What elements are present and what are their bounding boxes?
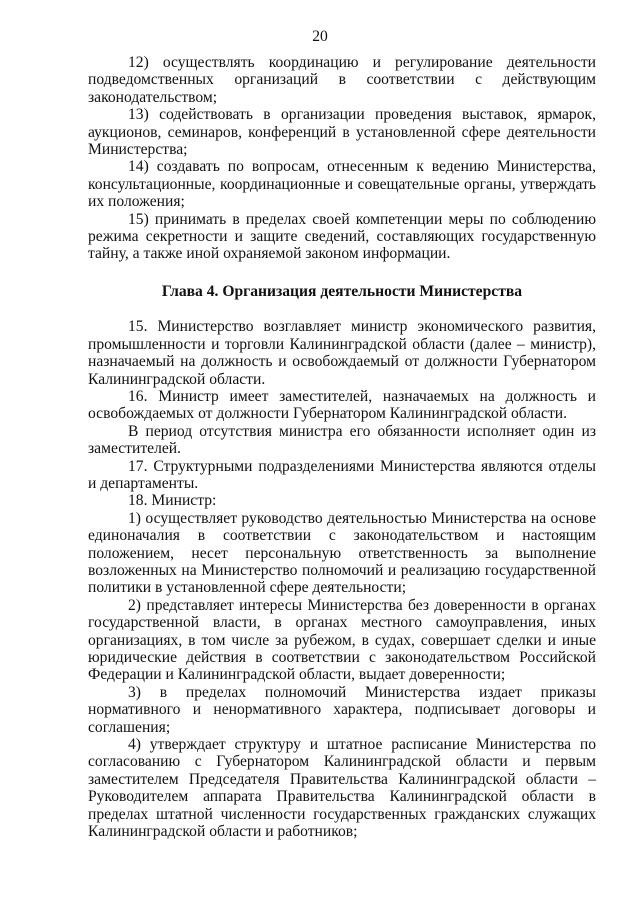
paragraph-deputy-note: В период отсутствия министра его обязанности исполняет один из заместителей. (88, 422, 596, 458)
paragraph-minister-item-2: 2) представляет интересы Министерства без доверенности в органах государственной власти, в органах местного самоуправления, иных организациях, в том числе за рубежом, в судах, совершает сделки и иные юридические действия в соответствии с законодательством Российской Федерации и Калининградской области, выдает доверенности; (88, 596, 596, 684)
paragraph-minister-item-4: 4) утверждает структуру и штатное расписание Министерства по согласованию с Губернатором Калининградской области и первым заместителем Председателя Правительства Калининградской области – Руководителем аппарата Правительства Калининградской области в пределах штатной численности государственных гражданских служащих Калининградской области и работников; (88, 736, 596, 841)
paragraph-minister-item-3: 3) в пределах полномочий Министерства издает приказы нормативного и ненормативного характера, подписывает договоры и соглашения; (88, 683, 596, 736)
page-number: 20 (312, 28, 328, 45)
paragraph-section-18: 18. Министр: (128, 492, 217, 510)
paragraph-section-15: 15. Министерство возглавляет министр экономического развития, промышленности и торговли Калининградской области (далее – министр), назначаемый на должность и освобождаемый от должности Губернатором Калининградской области. (88, 318, 596, 388)
paragraph-minister-item-1: 1) осуществляет руководство деятельностью Министерства на основе единоначалия в соответствии с законодательством и настоящим положением, несет персональную ответственность за выполнение возложенных на Министерство полномочий и реализацию государственной политики в установленной сфере деятельности; (88, 509, 596, 597)
paragraph-item-15: 15) принимать в пределах своей компетенции меры по соблюдению режима секретности и защите сведений, составляющих государственную тайну, а также иной охраняемой законом информации. (88, 210, 596, 263)
paragraph-item-14: 14) создавать по вопросам, отнесенным к ведению Министерства, консультационные, координационные и совещательные органы, утверждать их положения; (88, 158, 596, 211)
paragraph-section-16: 16. Министр имеет заместителей, назначаемых на должность и освобождаемых от должности Губернатором Калининградской области. (88, 387, 596, 423)
chapter-heading: Глава 4. Организация деятельности Министерства (161, 282, 523, 300)
document-body (88, 54, 596, 840)
paragraph-section-17: 17. Структурными подразделениями Министерства являются отделы и департаменты. (88, 457, 596, 492)
paragraph-item-12: 12) осуществлять координацию и регулирование деятельности подведомственных организаций в соответствии с действующим законодательством; (88, 54, 596, 106)
paragraph-item-13: 13) содействовать в организации проведения выставок, ярмарок, аукционов, семинаров, конференций в установленной сфере деятельности Министерства; (88, 106, 596, 159)
